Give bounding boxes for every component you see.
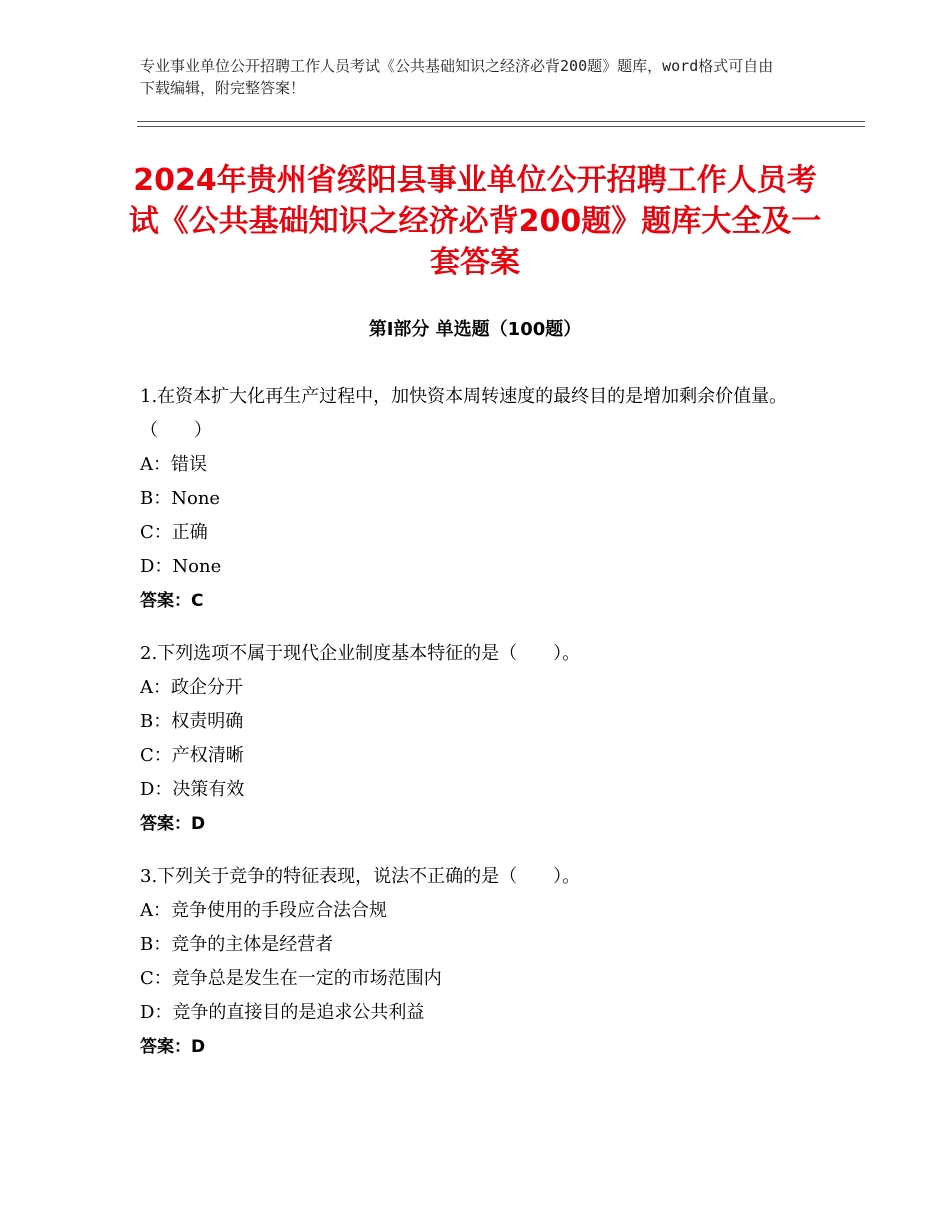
- option-a: A：错误: [140, 454, 207, 475]
- option-b: B：权责明确: [140, 711, 244, 732]
- answer: 答案：C: [140, 591, 204, 611]
- option-b: B：竞争的主体是经营者: [140, 934, 334, 955]
- question-3: [140, 860, 820, 1064]
- question-list: [140, 380, 820, 1083]
- option-a: A：政企分开: [140, 677, 243, 698]
- header-divider-bottom: [137, 126, 865, 127]
- option-d: D：竞争的直接目的是追求公共利益: [140, 1002, 425, 1023]
- question-2: [140, 637, 820, 841]
- question-stem: 1.在资本扩大化再生产过程中，加快资本周转速度的最终目的是增加剩余价值量。（ ）: [140, 386, 788, 441]
- question-stem: 3.下列关于竞争的特征表现，说法不正确的是（ ）。: [140, 866, 581, 887]
- document-title: 2024年贵州省绥阳县事业单位公开招聘工作人员考试《公共基础知识之经济必背200题》题库大全及一套答案: [128, 163, 822, 280]
- option-d: D：决策有效: [140, 779, 245, 800]
- answer: 答案：D: [140, 1037, 206, 1057]
- option-b: B：None: [140, 488, 221, 509]
- answer: 答案：D: [140, 814, 206, 834]
- option-c: C：产权清晰: [140, 745, 244, 766]
- option-a: A：竞争使用的手段应合法合规: [140, 900, 387, 921]
- option-c: C：正确: [140, 522, 208, 543]
- question-1: [140, 380, 820, 618]
- question-stem: 2.下列选项不属于现代企业制度基本特征的是（ ）。: [140, 643, 581, 664]
- section-heading: 第Ⅰ部分 单选题（100题）: [368, 319, 582, 340]
- option-c: C：竞争总是发生在一定的市场范围内: [140, 968, 442, 989]
- header-note: 专业事业单位公开招聘工作人员考试《公共基础知识之经济必背200题》题库，word格式可自由下载编辑，附完整答案！: [140, 57, 774, 97]
- option-d: D：None: [140, 556, 222, 577]
- header-divider-top: [137, 121, 865, 122]
